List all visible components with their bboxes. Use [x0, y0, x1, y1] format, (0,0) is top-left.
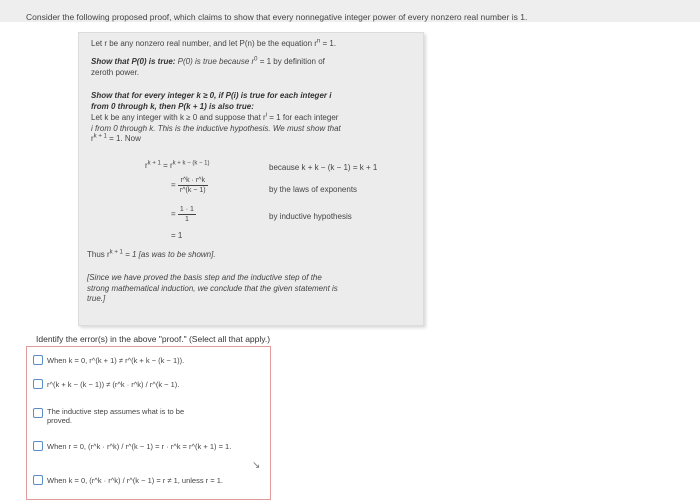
inductive-heading-line-2: from 0 through k, then P(k + 1) is also true:: [91, 101, 254, 111]
mouse-cursor-icon: ↘: [252, 460, 261, 471]
intro-text: Let r be any nonzero real number, and let P(n) be the equation r: [91, 39, 317, 48]
inductive-text-3b: = 1. Now: [106, 134, 141, 143]
checkbox-5[interactable]: [33, 475, 43, 485]
basis-exponent: 0: [254, 56, 258, 63]
derivation-line-1: [145, 161, 210, 170]
basis-text: P(0) is true because r: [175, 57, 255, 66]
line3-numerator: 1 · 1: [179, 206, 194, 213]
option-1[interactable]: [33, 355, 184, 365]
inductive-text-1: Let k be any integer with k ≥ 0 and suppose that r: [91, 113, 266, 122]
line1-lhs-exp: k + 1: [147, 160, 161, 167]
conclusion: [87, 250, 216, 261]
inductive-text-1b: = 1 for each integer: [267, 113, 339, 122]
line1-rhs-exp: k + k − (k − 1): [172, 160, 210, 167]
option-2-label: r^(k + k − (k − 1)) ≠ (r^k · r^k) / r^(k − 1).: [47, 379, 180, 389]
inductive-heading-line-1: Show that for every integer k ≥ 0, if P(i) is true for each integer i: [91, 91, 332, 100]
since-line-1: [Since we have proved the basis step and the inductive step of the: [87, 273, 322, 282]
intro-exponent: n: [316, 38, 321, 45]
inductive-exp-i: i: [265, 112, 268, 119]
answer-options: [26, 346, 271, 500]
since-note: [87, 273, 419, 305]
checkbox-2[interactable]: [33, 379, 43, 389]
thus-text: Thus r: [87, 250, 110, 259]
inductive-heading: [91, 91, 421, 112]
line1-lhs: r: [145, 161, 148, 170]
line2-numerator: r^k · r^k: [178, 176, 208, 186]
proof-box: [78, 32, 424, 326]
justification-3: by inductive hypothesis: [269, 212, 352, 221]
option-3-line-2: proved.: [47, 416, 73, 425]
line2-denominator: r^(k − 1): [179, 187, 206, 194]
checkbox-4[interactable]: [33, 441, 43, 451]
intro-text-end: = 1.: [320, 39, 337, 48]
checkbox-1[interactable]: [33, 355, 43, 365]
justification-2: by the laws of exponents: [269, 185, 358, 194]
line3-denominator: 1: [184, 216, 189, 223]
inductive-text-2: i from 0 through k. This is the inductive hypothesis. We must show that: [91, 123, 341, 133]
line1-eq: = r: [160, 161, 173, 170]
derivation-line-4: = 1: [171, 231, 183, 240]
option-5[interactable]: [33, 475, 223, 485]
option-2[interactable]: [33, 379, 179, 389]
option-4[interactable]: [33, 441, 231, 451]
inductive-exp-k1: k + 1: [93, 133, 107, 140]
derivation-line-3: = $\frac{1 \cdot 1}{1}$: [171, 206, 194, 223]
since-line-2: strong mathematical induction, we conclude that the given statement is: [87, 283, 338, 293]
option-5-label: When k = 0, (r^k · r^k) / r^(k − 1) = r ≠ 1, unless r = 1.: [47, 475, 223, 485]
since-line-3: true.]: [87, 294, 106, 303]
option-3-label: [47, 407, 184, 425]
basis-heading: Show that P(0) is true:: [91, 57, 176, 66]
thus-text-2: = 1 [as was to be shown].: [122, 250, 216, 259]
basis-step: [91, 57, 416, 78]
checkbox-3[interactable]: [33, 408, 43, 418]
question-text: Identify the error(s) in the above "proof." (Select all that apply.): [36, 334, 271, 344]
option-3-line-1: The inductive step assumes what is to be: [47, 407, 185, 416]
basis-text-3: zeroth power.: [91, 67, 140, 77]
option-1-label: When k = 0, r^(k + 1) ≠ r^(k + k − (k − 1)).: [47, 355, 185, 365]
inductive-text-3a: r: [91, 134, 94, 143]
inductive-text: [91, 113, 421, 145]
thus-exponent: k + 1: [109, 249, 123, 256]
basis-text-2: = 1 by definition of: [257, 57, 325, 66]
justification-1: because k + k − (k − 1) = k + 1: [269, 163, 378, 172]
problem-prompt: Consider the following proposed proof, which claims to show that every nonnegative integer power of every nonzero real number is 1.: [26, 12, 528, 22]
proof-intro: [91, 39, 336, 50]
derivation-line-2: = $\frac{r\^{}k \cdot r\^{}k}{r\^{}(k - 1)}$: [171, 177, 206, 194]
option-3[interactable]: [33, 407, 184, 425]
option-4-label: When r = 0, (r^k · r^k) / r^(k − 1) = r · r^k = r^(k + 1) = 1.: [47, 441, 232, 451]
